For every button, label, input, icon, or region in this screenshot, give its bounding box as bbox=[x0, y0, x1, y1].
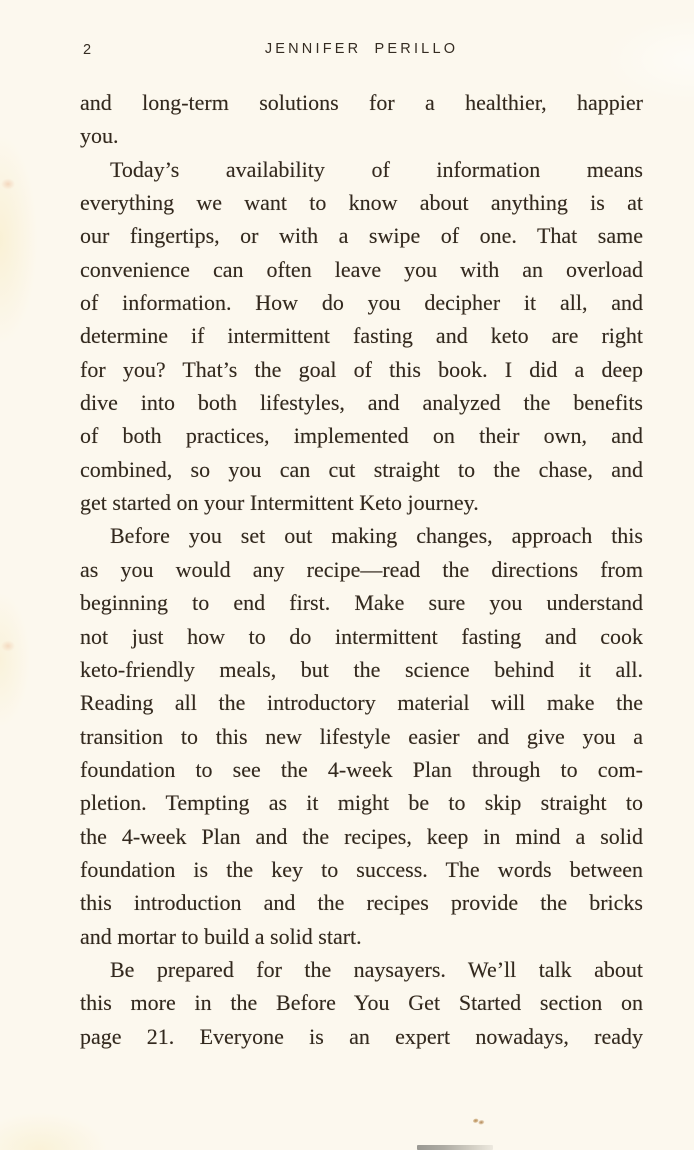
paragraph bbox=[80, 153, 643, 520]
page-number: 2 bbox=[83, 42, 92, 58]
text-line: transition to this new lifestyle easier and give you a bbox=[80, 723, 643, 749]
text-line: our fingertips, or with a swipe of one. That same bbox=[80, 223, 643, 249]
text-line: and mortar to build a solid start. bbox=[80, 923, 362, 949]
text-line: determine if intermittent fasting and keto are right bbox=[80, 323, 643, 349]
text-line: dive into both lifestyles, and analyzed the benefits bbox=[80, 390, 643, 416]
text-line: pletion. Tempting as it might be to skip straight to bbox=[80, 790, 643, 816]
text-line: the 4-week Plan and the recipes, keep in mind a solid bbox=[80, 823, 643, 849]
body-text bbox=[80, 86, 643, 1053]
text-line: foundation to see the 4-week Plan through to com- bbox=[80, 756, 643, 782]
text-line: of both practices, implemented on their own, and bbox=[80, 423, 643, 449]
paragraph bbox=[80, 953, 643, 1053]
text-line: combined, so you can cut straight to the chase, and bbox=[80, 456, 643, 482]
text-line: not just how to do intermittent fasting and cook bbox=[80, 623, 643, 649]
running-head-author: JENNIFER PERILLO bbox=[264, 41, 459, 57]
text-line: beginning to end first. Make sure you understand bbox=[80, 590, 643, 616]
paragraph bbox=[80, 519, 643, 952]
text-line: Be prepared for the naysayers. We’ll talk about bbox=[110, 956, 643, 982]
text-line: get started on your Intermittent Keto journey. bbox=[80, 490, 479, 516]
text-line: Before you set out making changes, approach this bbox=[110, 523, 643, 549]
text-line: page 21. Everyone is an expert nowadays, ready bbox=[80, 1023, 643, 1049]
text-line: for you? That’s the goal of this book. I did a deep bbox=[80, 356, 643, 382]
running-header bbox=[80, 41, 643, 61]
text-line: foundation is the key to success. The words between bbox=[80, 856, 643, 882]
text-line: and long-term solutions for a healthier, happier bbox=[80, 90, 643, 115]
text-line: Reading all the introductory material will make the bbox=[80, 690, 643, 716]
text-line: this more in the Before You Get Started section on bbox=[80, 990, 643, 1016]
text-line: you. bbox=[80, 123, 119, 149]
text-line: of information. How do you decipher it all, and bbox=[80, 290, 643, 316]
stain-speck bbox=[471, 1115, 486, 1129]
text-line: convenience can often leave you with an overload bbox=[80, 256, 643, 282]
text-line: this introduction and the recipes provide the bricks bbox=[80, 890, 643, 916]
text-line: as you would any recipe—read the directions from bbox=[80, 556, 643, 582]
scanner-artifact-band bbox=[417, 1145, 493, 1150]
text-line: everything we want to know about anything is at bbox=[80, 190, 643, 216]
text-line: keto-friendly meals, but the science behind it all. bbox=[80, 656, 643, 682]
text-line: Today’s availability of information means bbox=[110, 156, 643, 182]
paragraph bbox=[80, 86, 643, 153]
